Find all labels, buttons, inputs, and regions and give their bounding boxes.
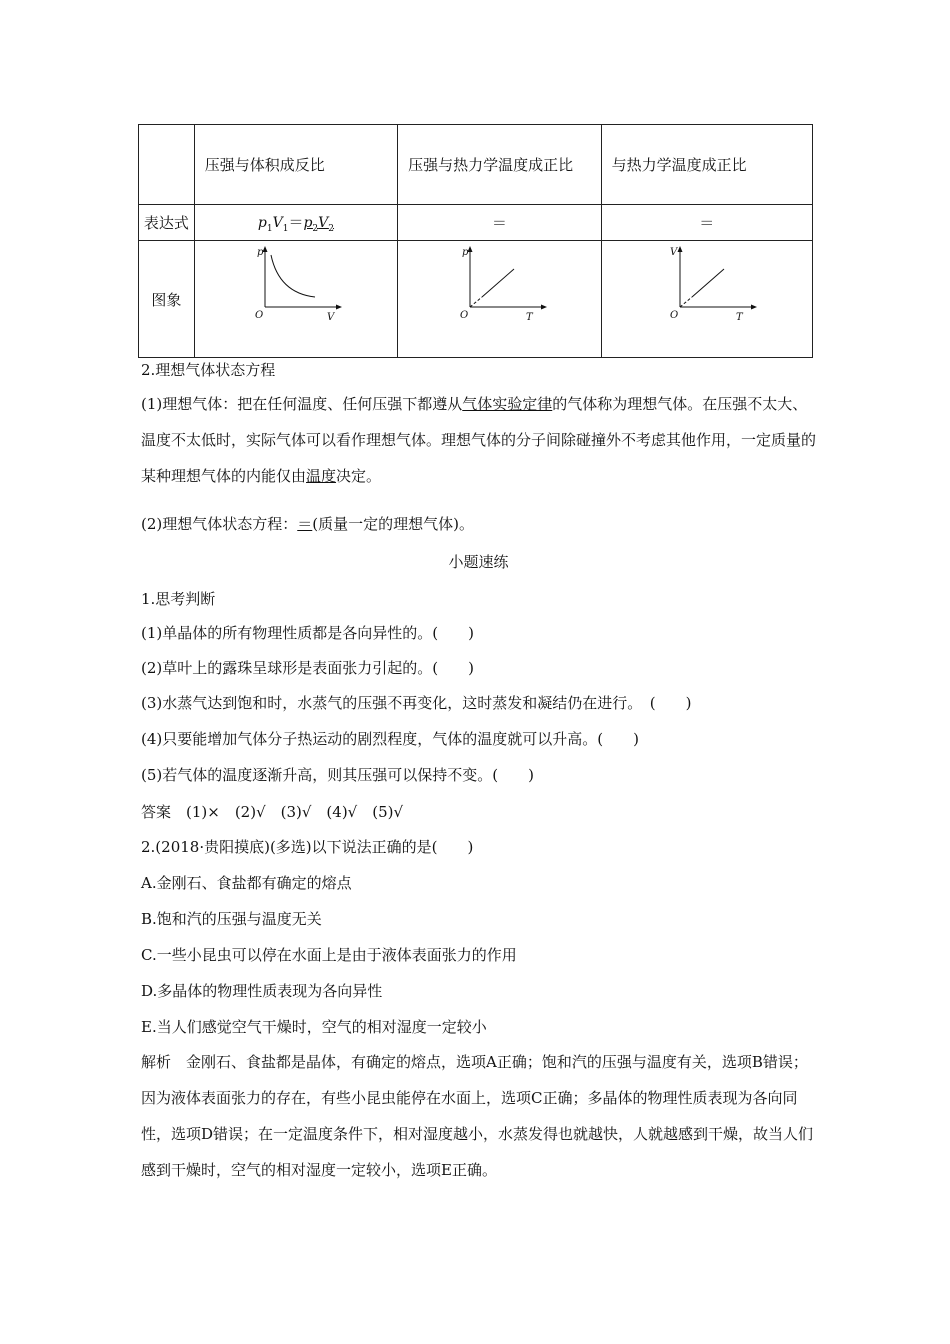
graph-boyle-origin: O — [254, 310, 263, 321]
q1-item: (2)草叶上的露珠呈球形是表面张力引起的。( ) — [141, 659, 474, 677]
graph-charles-y-label: p — [462, 247, 469, 258]
gay-lussac-expression: ＝ — [601, 205, 812, 241]
q2-stem: 2.(2018·贵阳摸底)(多选)以下说法正确的是( ) — [141, 838, 474, 856]
header-gay-lussac: 与热力学温度成正比 — [601, 125, 812, 205]
graph-cell-gay-lussac — [601, 241, 812, 358]
q2-option-e: E.当人们感觉空气干燥时，空气的相对湿度一定较小 — [141, 1018, 487, 1036]
q1-item: (3)水蒸气达到饱和时，水蒸气的压强不再变化，这时蒸发和凝结仍在进行。 ( ) — [141, 694, 692, 712]
section2-title: 2.理想气体状态方程 — [141, 361, 276, 379]
graph-charles-x-label: T — [526, 312, 533, 323]
graph-gay-lussac — [602, 241, 806, 353]
boyle-expression: $p_1V_1=p_2V_2$ — [194, 205, 397, 241]
header-charles: 压强与热力学温度成正比 — [398, 125, 601, 205]
charles-expression: ＝ — [398, 205, 601, 241]
graph-label: 图象 — [139, 241, 195, 358]
graph-charles — [398, 241, 594, 353]
table-graph-row — [139, 241, 813, 358]
gas-laws-table — [138, 124, 813, 358]
q1-item: (4)只要能增加气体分子热运动的剧烈程度，气体的温度就可以升高。( ) — [141, 730, 639, 748]
table-expression-row — [139, 205, 813, 241]
ideal-gas-equation: (2)理想气体状态方程：＝(质量一定的理想气体)。 — [141, 515, 474, 533]
q1-item: (5)若气体的温度逐渐升高，则其压强可以保持不变。( ) — [141, 766, 534, 784]
q1-answer: 答案 (1)× (2)√ (3)√ (4)√ (5)√ — [141, 803, 404, 821]
expression-label: 表达式 — [139, 205, 195, 241]
table-corner-cell — [139, 125, 195, 205]
graph-boyle — [195, 241, 391, 353]
q2-analysis: 解析 金刚石、食盐都是晶体，有确定的熔点，选项A正确；饱和汽的压强与温度有关，选项B错误；因为液体表面张力的存在，有些小昆虫能停在水面上，选项C正确；多晶体的物理性质表现为各向同性，选项D错误；在一定温度条件下，相对湿度越小，水蒸发得也就越快，人就越感到干燥，故当人们感到干燥时，空气的相对湿度一定较小，选项E正确。 — [141, 1053, 814, 1179]
graph-charles-origin: O — [460, 310, 469, 321]
practice-title: 小题速练 — [448, 553, 509, 571]
graph-boyle-y-label: p — [256, 247, 264, 258]
graph-boyle-x-label: V — [326, 312, 334, 323]
table-header-row — [139, 125, 813, 205]
q1-item: (1)单晶体的所有物理性质都是各向异性的。( ) — [141, 624, 474, 642]
header-boyle: 压强与体积成反比 — [194, 125, 397, 205]
graph-cell-charles — [398, 241, 601, 358]
graph-gay-lussac-origin: O — [669, 310, 678, 321]
graph-gay-lussac-x-label: T — [735, 312, 743, 323]
q2-option-c: C.一些小昆虫可以停在水面上是由于液体表面张力的作用 — [141, 946, 517, 964]
q1-title: 1.思考判断 — [141, 590, 216, 608]
ideal-gas-definition: (1)理想气体：把在任何温度、任何压强下都遵从气体实验定律的气体称为理想气体。在压强不太大、温度不太低时，实际气体可以看作理想气体。理想气体的分子间除碰撞外不考虑其他作用，一定质量的某种理想气体的内能仅由温度决定。 — [141, 395, 817, 485]
underlined-temperature: 温度 — [306, 467, 337, 485]
graph-cell-boyle — [194, 241, 397, 358]
q2-option-b: B.饱和汽的压强与温度无关 — [141, 910, 322, 928]
underlined-gas-laws: 气体实验定律 — [462, 395, 553, 413]
q2-option-a: A.金刚石、食盐都有确定的熔点 — [141, 874, 352, 892]
q2-option-d: D.多晶体的物理性质表现为各向异性 — [141, 982, 383, 1000]
graph-gay-lussac-y-label: V — [669, 247, 677, 258]
